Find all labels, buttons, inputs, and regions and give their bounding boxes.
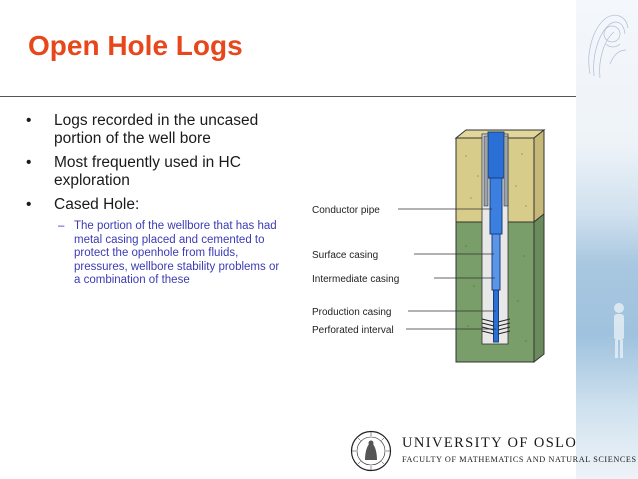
label-surface-casing: Surface casing	[312, 250, 379, 261]
well-casing-diagram	[306, 126, 570, 368]
title-divider	[0, 96, 576, 97]
sub-bullet-item	[54, 220, 286, 288]
side-decoration	[576, 0, 638, 479]
intermediate-casing	[492, 234, 500, 290]
bullet-marker: •	[26, 196, 32, 213]
bullet-list	[26, 112, 286, 294]
bullet-text: Cased Hole:	[54, 196, 140, 213]
bullet-marker: •	[26, 154, 32, 171]
bullet-item	[26, 112, 286, 148]
surface-casing	[490, 178, 502, 234]
university-name: UNIVERSITY OF OSLO	[402, 435, 578, 451]
cement-left	[484, 136, 488, 206]
sub-bullet-text: The portion of the wellbore that has had metal casing placed and cemented to protect the openhole from fluids, pressures, wellbore stability problems or a combination of these	[74, 220, 280, 286]
university-seal-icon	[350, 430, 392, 472]
label-perforated-interval: Perforated interval	[312, 325, 394, 336]
rock-lower-side	[534, 214, 544, 362]
portrait-etching-icon	[580, 4, 632, 82]
bullet-text: Most frequently used in HC exploration	[54, 154, 241, 189]
faculty-name: FACULTY OF MATHEMATICS AND NATURAL SCIENCES	[402, 455, 637, 464]
label-conductor-pipe: Conductor pipe	[312, 205, 380, 216]
bullet-marker: •	[26, 112, 32, 129]
conductor-pipe	[488, 132, 504, 178]
bullet-item	[26, 196, 286, 288]
slide-title: Open Hole Logs	[28, 30, 243, 61]
bullet-item	[26, 154, 286, 190]
label-intermediate-casing: Intermediate casing	[312, 274, 400, 285]
cement-right	[504, 136, 508, 206]
production-casing	[494, 290, 499, 342]
figure-silhouette-icon	[606, 300, 632, 360]
rock-upper-side	[534, 130, 544, 222]
label-production-casing: Production casing	[312, 307, 392, 318]
sub-bullet-marker: –	[58, 220, 65, 232]
bullet-text: Logs recorded in the uncased portion of the well bore	[54, 112, 259, 147]
sub-bullet-list	[54, 220, 286, 288]
